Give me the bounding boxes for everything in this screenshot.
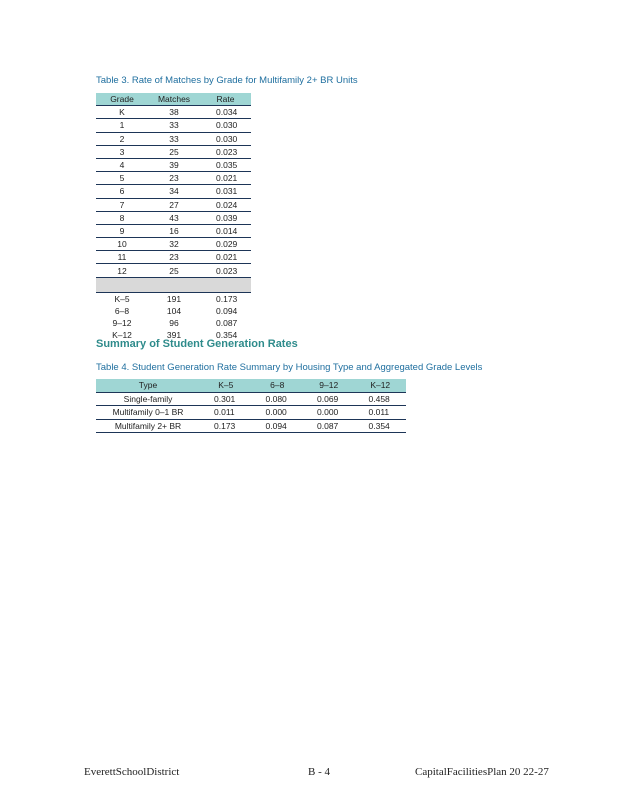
table-cell: 0.021 <box>200 251 251 264</box>
table-row <box>96 132 251 145</box>
table-cell: 96 <box>169 318 179 329</box>
table-4-caption: Table 4. Student Generation Rate Summary by Housing Type and Aggregated Grade Levels <box>96 362 483 373</box>
table-3-matches-by-grade <box>96 93 251 341</box>
table-cell: 12 <box>96 264 148 277</box>
table-cell: 32 <box>148 238 200 251</box>
table-row <box>96 264 251 277</box>
table-cell: 191 <box>166 293 182 304</box>
table-cell: 0.035 <box>200 158 251 171</box>
table-cell: 2 <box>96 132 148 145</box>
table-row <box>96 317 251 329</box>
table-cell: 10 <box>96 238 148 251</box>
table-cell: 0.011 <box>200 406 252 420</box>
footer-plan-title: CapitalFacilitiesPlan 20 22-27 <box>415 766 549 778</box>
table-4-generation-rate-summary <box>96 379 406 433</box>
table-row <box>96 238 251 251</box>
table-cell: 0.024 <box>200 198 251 211</box>
table-cell: 33 <box>148 132 200 145</box>
table-cell: 0.301 <box>200 392 252 406</box>
column-header-type: Type <box>96 379 200 392</box>
table-cell: 0.030 <box>200 132 251 145</box>
column-header-rate: Rate <box>200 93 251 106</box>
table-row <box>96 419 406 433</box>
table-cell: 27 <box>148 198 200 211</box>
table-cell: 0.029 <box>200 238 251 251</box>
table-row <box>96 305 251 317</box>
table-cell: 38 <box>148 106 200 119</box>
table-cell: 391 <box>166 330 182 341</box>
table-cell: 4 <box>96 158 148 171</box>
table-cell: 6–8 <box>114 305 130 316</box>
table-cell: 23 <box>148 172 200 185</box>
table-row <box>96 392 406 406</box>
table-cell: 0.021 <box>200 172 251 185</box>
table-cell: 39 <box>148 158 200 171</box>
table-cell: Single-family <box>96 392 200 406</box>
table-cell: 0.034 <box>200 106 251 119</box>
table-row <box>96 172 251 185</box>
table-cell: 0.023 <box>200 264 251 277</box>
table-cell: 16 <box>148 224 200 237</box>
table-row <box>96 292 251 305</box>
footer-district-name: EverettSchoolDistrict <box>84 766 180 778</box>
table-cell: 9–12 <box>112 318 132 329</box>
column-header-k-5: K–5 <box>200 379 252 392</box>
table-cell: 0.094 <box>216 305 238 316</box>
table-cell: 0.458 <box>355 392 407 406</box>
table-cell: 104 <box>166 305 182 316</box>
column-header-9-12: 9–12 <box>303 379 355 392</box>
table-cell: 0.087 <box>303 419 355 433</box>
table-row <box>96 185 251 198</box>
table-cell: Multifamily 0–1 BR <box>96 406 200 420</box>
table-cell: 0.023 <box>200 145 251 158</box>
table-cell: 7 <box>96 198 148 211</box>
table-cell: K <box>96 106 148 119</box>
table-cell: 9 <box>96 224 148 237</box>
table-row <box>96 106 251 119</box>
table-cell: K–5 <box>114 293 130 304</box>
footer-page-number: B - 4 <box>308 766 330 778</box>
table-cell: 0.031 <box>200 185 251 198</box>
table-cell: 23 <box>148 251 200 264</box>
table-cell: Multifamily 2+ BR <box>96 419 200 433</box>
table-cell: 1 <box>96 119 148 132</box>
table-cell: 11 <box>96 251 148 264</box>
table-row <box>96 224 251 237</box>
table-cell: 0.354 <box>355 419 407 433</box>
table-cell: 0.000 <box>252 406 304 420</box>
column-header-matches: Matches <box>148 93 200 106</box>
table-header-row <box>96 379 406 392</box>
column-header-6-8: 6–8 <box>252 379 304 392</box>
table-separator-row <box>96 277 251 292</box>
table-3-caption: Table 3. Rate of Matches by Grade for Multifamily 2+ BR Units <box>96 75 358 86</box>
table-cell: 0.030 <box>200 119 251 132</box>
table-row <box>96 406 406 420</box>
table-cell: 3 <box>96 145 148 158</box>
table-cell: 5 <box>96 172 148 185</box>
table-cell: K–12 <box>112 330 132 341</box>
table-row <box>96 198 251 211</box>
table-row <box>96 119 251 132</box>
table-cell: 34 <box>148 185 200 198</box>
section-heading: Summary of Student Generation Rates <box>96 338 298 350</box>
table-cell: 6 <box>96 185 148 198</box>
table-cell: 0.094 <box>252 419 304 433</box>
table-cell: 0.039 <box>200 211 251 224</box>
table-cell: 0.354 <box>216 330 238 341</box>
table-cell: 8 <box>96 211 148 224</box>
column-header-grade: Grade <box>96 93 148 106</box>
table-cell: 0.011 <box>355 406 407 420</box>
table-cell: 0.173 <box>216 293 238 304</box>
table-cell: 0.173 <box>200 419 252 433</box>
table-cell: 43 <box>148 211 200 224</box>
column-header-k-12: K–12 <box>355 379 407 392</box>
table-row <box>96 211 251 224</box>
table-cell: 0.014 <box>200 224 251 237</box>
table-row <box>96 158 251 171</box>
table-row <box>96 251 251 264</box>
table-cell: 33 <box>148 119 200 132</box>
table-header-row <box>96 93 251 106</box>
table-cell: 25 <box>148 264 200 277</box>
table-cell: 0.087 <box>216 318 238 329</box>
table-cell: 0.069 <box>303 392 355 406</box>
table-cell: 0.000 <box>303 406 355 420</box>
table-cell: 0.080 <box>252 392 304 406</box>
table-row <box>96 145 251 158</box>
table-cell: 25 <box>148 145 200 158</box>
